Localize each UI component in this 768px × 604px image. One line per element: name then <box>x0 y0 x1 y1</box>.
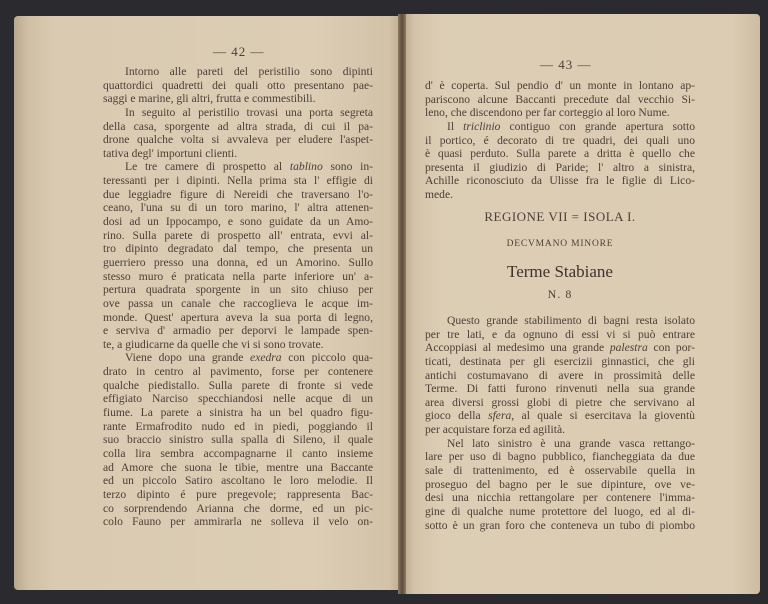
text-line <box>425 188 695 202</box>
text-segment: il portico, é decorato di tre quadri, dei quali uno <box>425 133 695 147</box>
text-line <box>425 437 695 451</box>
text-segment: Terme. Di fatti furono rinvenuti nella sua grande <box>425 382 695 396</box>
text-segment: Questo grande stabilimento di bagni resta isolato <box>447 314 695 327</box>
text-line <box>103 229 373 243</box>
text-segment: Accoppiasi al medesimo una grande <box>425 341 610 355</box>
text-line <box>425 423 695 437</box>
text-segment: guerriero presso una donna, ed un Amorino. Sullo <box>103 255 373 269</box>
text-line <box>103 488 373 502</box>
text-segment: due leggiadre figure di Nereidi che traversano l'o- <box>103 187 373 201</box>
text-segment: drone qualche volta si avvaleva per eludere l'aspet- <box>103 133 373 147</box>
book-gutter <box>398 14 406 594</box>
text-segment: per tre lati, e da ognuno di essi vi si può entrare <box>425 327 695 341</box>
text-line <box>103 201 373 215</box>
left-page-text <box>103 65 373 529</box>
text-line <box>425 134 695 148</box>
text-segment: contiguo con grande apertura sotto <box>500 119 696 133</box>
text-segment: te, a giudicarne da quelle che vi si sono trovate. <box>103 337 324 351</box>
text-segment: leno, che discendono per far corteggio al loro Nume. <box>425 106 670 120</box>
text-segment: dosi ad un Ippocampo, e sono guidate da un Amo- <box>103 215 373 229</box>
text-segment: qualche piedistallo. Sulla parete di fronte si vede <box>103 378 373 392</box>
text-line <box>425 106 695 120</box>
italic-term: triclinio <box>463 119 501 133</box>
text-line <box>103 65 373 79</box>
text-segment: gioco della <box>425 409 489 423</box>
text-segment: area diversi grossi globi di pietre che servivano al <box>425 395 695 409</box>
text-line <box>103 270 373 284</box>
text-line <box>425 341 695 355</box>
page-number-right: — 43 — <box>540 57 592 72</box>
text-segment: , al quale si esercitava la gioventù <box>511 409 695 423</box>
text-segment: colla lira sembra accompagnarne il canto insieme <box>103 446 373 460</box>
text-segment: è quasi perduto. Sulla parete a dritta è quello che <box>425 147 695 161</box>
text-segment: quattordici quadretti dei quali otto presentano pae- <box>103 78 373 92</box>
text-line <box>425 93 695 107</box>
text-line <box>103 120 373 134</box>
text-segment: Achille riconosciuto da Ulisse fra le figlie di Lico- <box>425 174 695 188</box>
text-line <box>425 355 695 369</box>
text-line <box>425 147 695 161</box>
text-line <box>103 311 373 325</box>
text-line <box>103 365 373 379</box>
text-segment: presenta il giudizio di Paride; l' altro a sinistra, <box>425 160 695 174</box>
text-segment: colo Fauno per ammirarla ne solleva il velo on- <box>103 515 373 529</box>
text-segment: tativa degl' importuni clienti. <box>103 146 238 160</box>
text-segment: rino. Sulla parete di prospetto all' entrata, evvi al- <box>103 228 373 242</box>
text-segment: ove passa un canale che raccoglieva le acque im- <box>103 296 373 310</box>
text-line <box>103 174 373 188</box>
text-segment: Le tre camere di prospetto al <box>125 160 290 174</box>
text-segment: tro dipinto degradato dal tempo, che presenta un <box>103 242 373 256</box>
text-line <box>425 314 695 328</box>
text-line <box>103 297 373 311</box>
text-line <box>425 505 695 519</box>
text-line <box>103 420 373 434</box>
text-segment: proseguo del bagno per le sue dipinture, ove ve- <box>425 477 695 491</box>
text-segment: della casa, sporgente ad altra strada, di cui il pa- <box>103 119 373 133</box>
text-line <box>103 406 373 420</box>
section-number: N. 8 <box>547 287 573 301</box>
text-segment: lare per uso di bagno pubblico, fiancheggiata da due <box>425 450 695 464</box>
text-segment: suo braccio sinistro sulla spalla di Sileno, il quale <box>103 433 373 447</box>
text-line <box>103 338 373 352</box>
page-number-left: — 42 — <box>213 44 265 59</box>
text-line <box>103 79 373 93</box>
text-line <box>103 188 373 202</box>
text-line <box>103 433 373 447</box>
text-segment: sotto è un gran foro che conteneva un tubo di piombo <box>425 518 695 532</box>
text-segment: sono in- <box>322 160 374 174</box>
text-segment: fiume. La parete a sinistra ha un bel quadro figu- <box>103 406 373 420</box>
text-line <box>103 515 373 529</box>
text-segment: co sorprendendo Arianna che dorme, ed un pic- <box>103 501 373 515</box>
text-segment: ticati, destinata per gli esercizii ginnastici, che gli <box>425 354 695 368</box>
text-segment: effigiato Narciso specchiandosi nelle acque di un <box>103 392 373 406</box>
street-heading: DECVMANO MINORE <box>506 239 614 249</box>
text-line <box>425 328 695 342</box>
text-line <box>103 92 373 106</box>
italic-term: exedra <box>250 351 282 365</box>
text-line <box>103 351 373 365</box>
text-line <box>103 324 373 338</box>
text-segment: monde. Quest' apertura aveva la sua porta di legno, <box>103 310 373 324</box>
text-segment: antichi costumavano di avere in prossimità delle <box>425 368 695 382</box>
text-segment: con por- <box>647 341 696 355</box>
text-segment: pertura quadrata sporgente in un sito chiuso per <box>103 283 373 297</box>
text-segment: stesso muro é praticata nella parte inferiore un' a- <box>103 269 373 283</box>
italic-term: sfera <box>488 409 512 423</box>
text-line <box>103 474 373 488</box>
text-line <box>103 502 373 516</box>
text-segment: con piccolo qua- <box>281 351 373 365</box>
region-heading: REGIONE VII = ISOLA I. <box>484 209 636 224</box>
text-line <box>103 379 373 393</box>
text-segment: ceano, l'una su di un toro marino, l' altra attenen- <box>103 201 373 215</box>
text-segment: ed un piccolo Satiro ascoltano le loro melodie. Il <box>103 474 373 488</box>
text-line <box>425 396 695 410</box>
text-segment: per acquistare forza ed agilità. <box>425 423 566 437</box>
text-line <box>103 147 373 161</box>
text-line <box>425 519 695 533</box>
italic-term: tablino <box>289 160 323 174</box>
text-segment: desi una nicchia rettangolare per contenere l'imma- <box>425 491 695 505</box>
text-line <box>425 174 695 188</box>
italic-term: palestra <box>609 341 648 355</box>
text-line <box>103 461 373 475</box>
text-line <box>425 409 695 423</box>
text-line <box>425 450 695 464</box>
text-segment: saggi e marine, gli altri, frutta e commestibili. <box>103 92 316 106</box>
text-segment: gine di qualche nume protettore del luogo, ed al di- <box>425 504 695 518</box>
text-line <box>103 392 373 406</box>
text-line <box>425 120 695 134</box>
text-segment: drato in centro al pavimento, forse per contenere <box>103 365 373 379</box>
text-line <box>425 478 695 492</box>
right-page-text-top <box>425 79 695 202</box>
text-line <box>103 242 373 256</box>
text-line <box>425 79 695 93</box>
text-segment: e serviva d' armadio per deporvi le lampade spen- <box>103 324 373 338</box>
text-segment: pariscono alcune Baccanti precedute dal vecchio Si- <box>425 92 695 106</box>
text-line <box>103 256 373 270</box>
text-segment: d' è coperta. Sul pendio d' un monte in lontano ap- <box>425 79 695 92</box>
text-segment: sale di trattenimento, ed è osservabile quella in <box>425 464 695 478</box>
text-segment: terzo dipinto é pure pregevole; rappresenta Bac- <box>103 487 373 501</box>
section-title: Terme Stabiane <box>507 262 613 281</box>
text-segment: teressanti per i dipinti. Nella prima sta l' effigie di <box>103 174 373 188</box>
text-line <box>103 447 373 461</box>
text-line <box>103 160 373 174</box>
text-segment: ad Amore che suona le tibie, mentre una Baccante <box>103 460 373 474</box>
text-line <box>103 106 373 120</box>
text-segment: Viene dopo una grande <box>125 351 251 365</box>
text-line <box>103 283 373 297</box>
right-page-text-bottom <box>425 314 695 532</box>
text-line <box>425 161 695 175</box>
text-line <box>425 464 695 478</box>
text-line <box>425 491 695 505</box>
text-line <box>425 382 695 396</box>
text-line <box>103 133 373 147</box>
text-segment: Intorno alle pareti del peristilio sono dipinti <box>125 65 373 78</box>
text-segment: In seguito al peristilio trovasi una porta segreta <box>125 105 373 119</box>
text-segment: mede. <box>425 188 454 202</box>
text-segment: Nel lato sinistro è una grande vasca rettango- <box>447 436 695 450</box>
text-segment: rante Ermafrodito nudo ed in piedi, poggiando il <box>103 419 373 433</box>
text-segment: Il <box>447 119 464 133</box>
text-line <box>103 215 373 229</box>
text-line <box>425 369 695 383</box>
